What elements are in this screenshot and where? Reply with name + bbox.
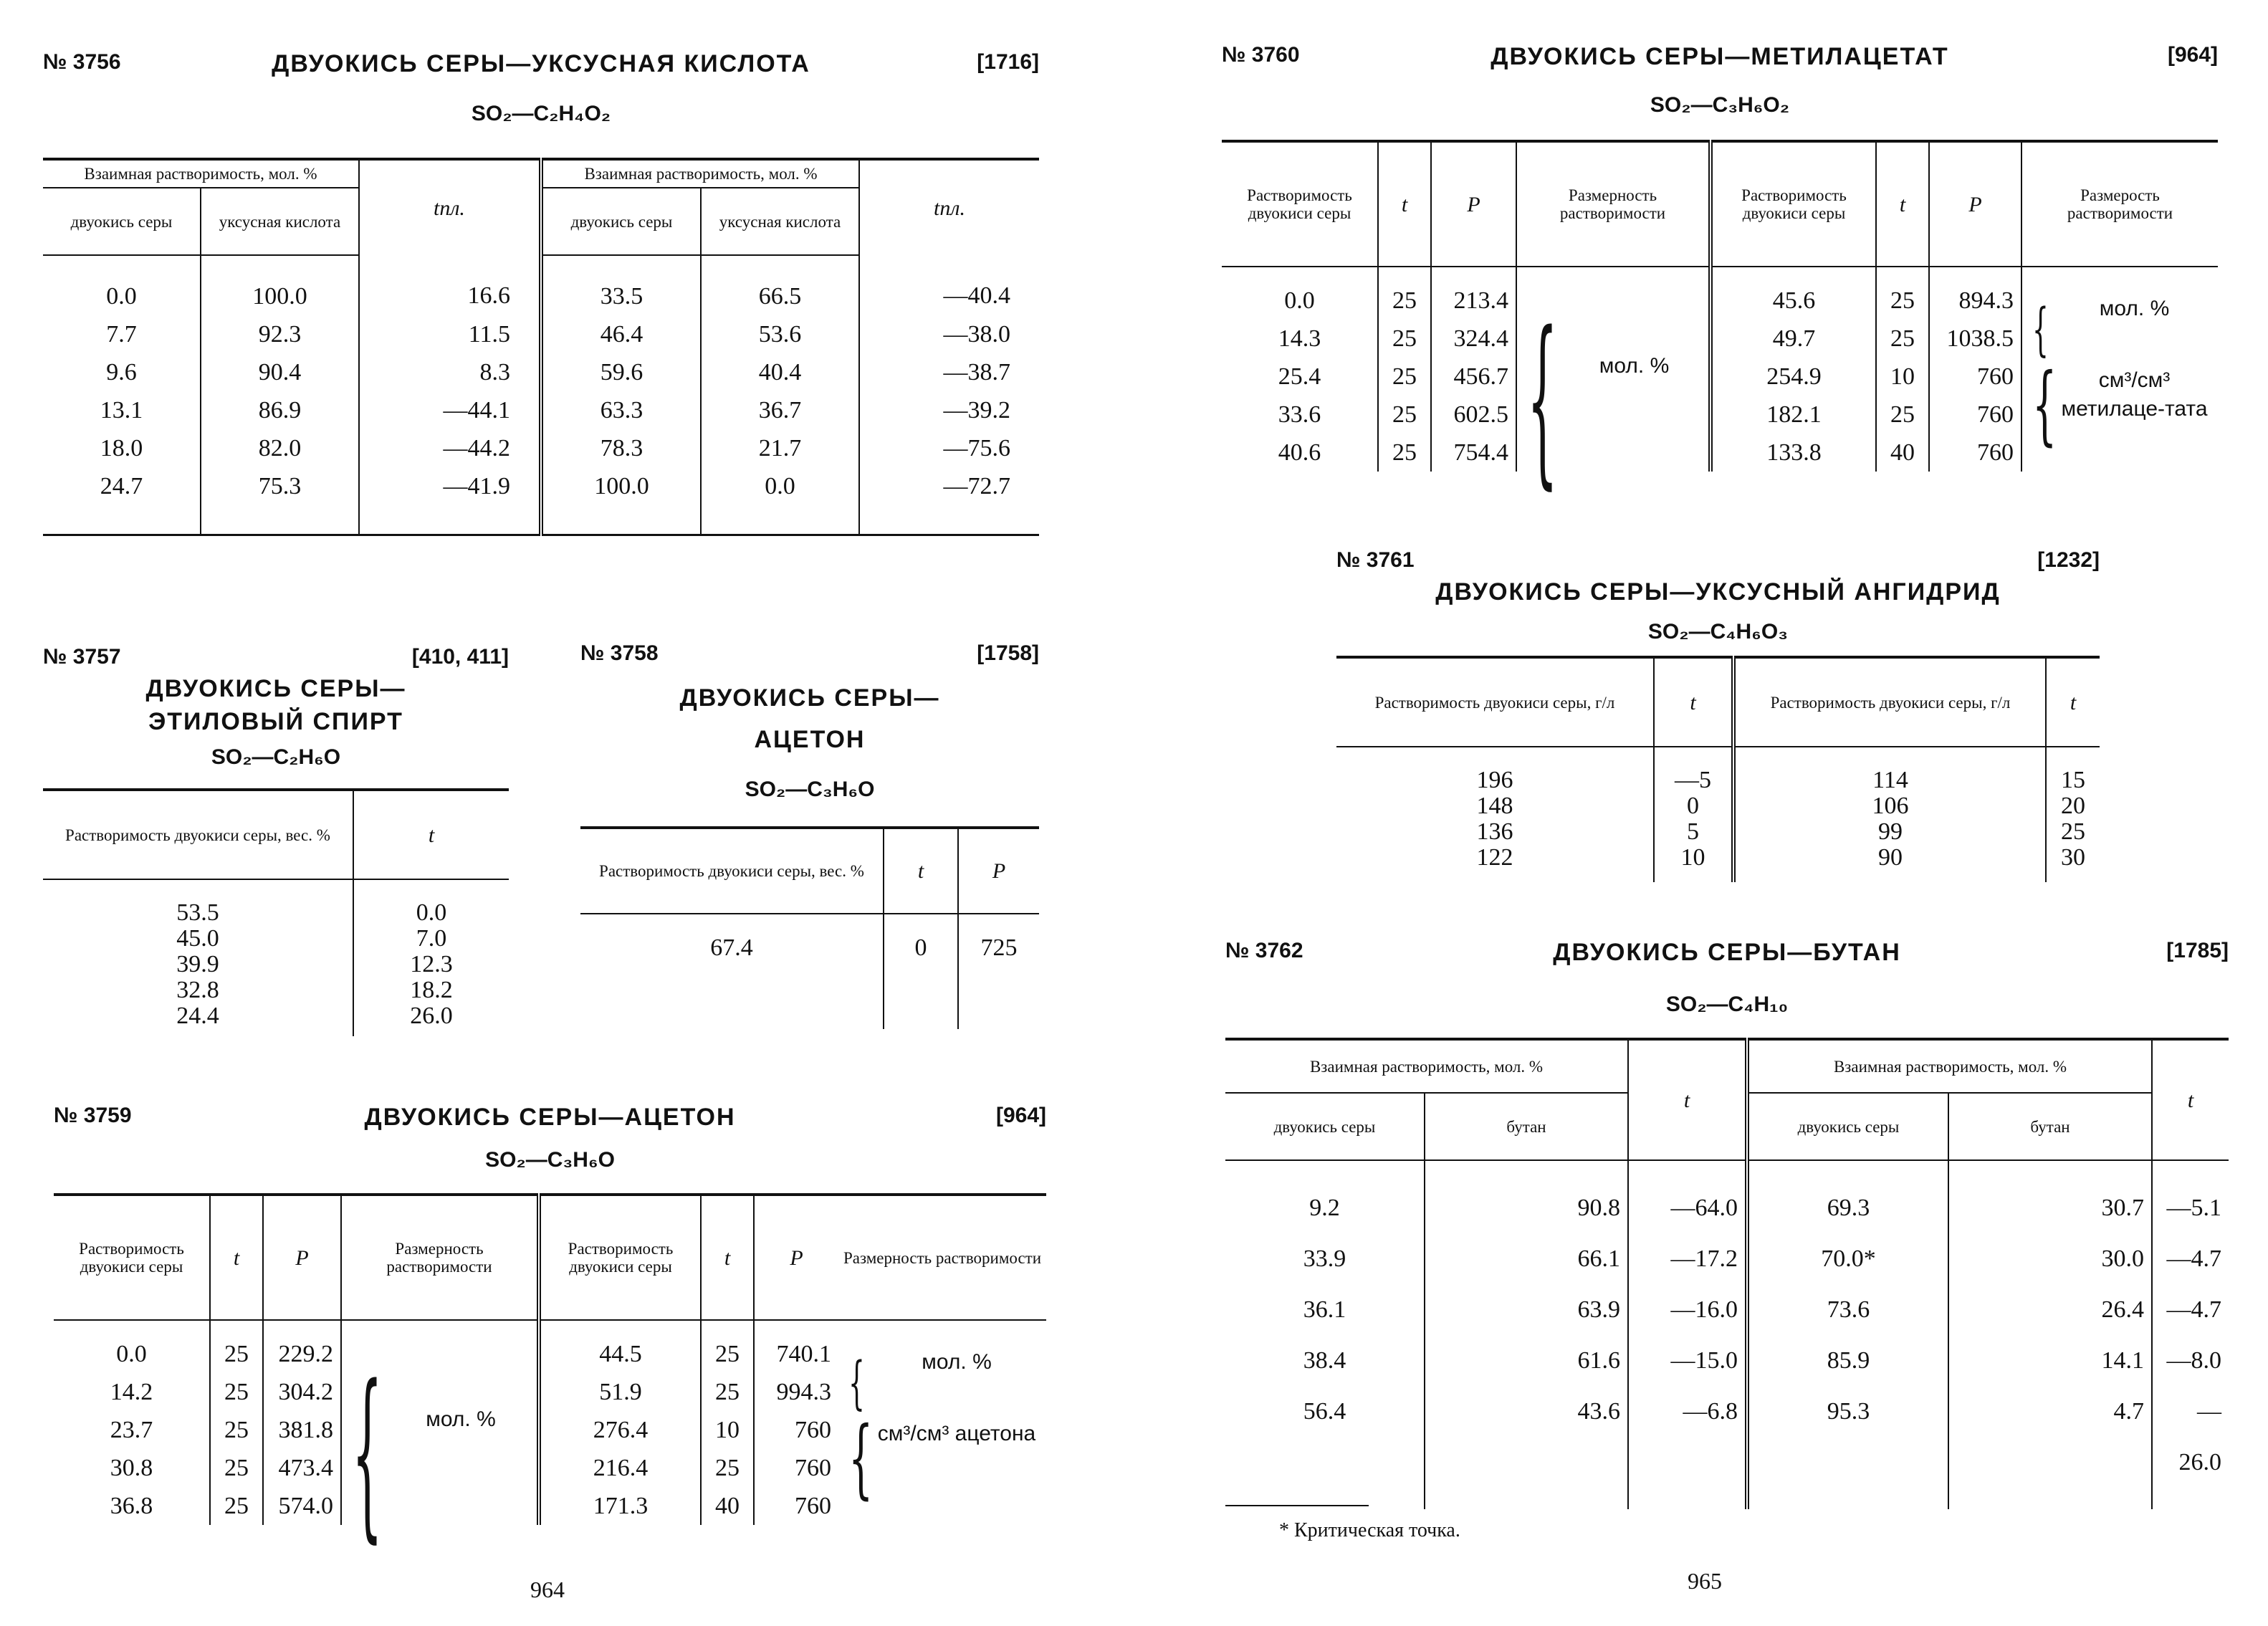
table-cell: —64.0: [1628, 1160, 1747, 1233]
table-3760-block: [1222, 43, 2218, 506]
cell-t: 25: [701, 1373, 754, 1411]
cell-solubility: 0.0: [116, 1341, 147, 1367]
page-right: [1161, 0, 2268, 1626]
col-header-t: tпл.: [859, 159, 1039, 255]
cell-p: 324.4: [1431, 320, 1516, 358]
col-header-solubility: Растворимость двуокиси серы: [1710, 141, 1876, 267]
unit-label: мол. %: [426, 1407, 496, 1431]
col-header-solubility: Растворимость двуокиси серы: [54, 1195, 210, 1320]
cell-p: 760: [1929, 434, 2021, 472]
unit-cell: [1516, 267, 1710, 506]
col-header-butane: бутан: [1948, 1093, 2152, 1160]
brace-icon: {: [2032, 355, 2057, 455]
table-3756-block: [43, 50, 1039, 566]
col-header-t: t: [1876, 141, 1929, 267]
table-row: [1225, 1233, 2229, 1284]
table-number: № 3759: [54, 1104, 132, 1127]
reference: [410, 411]: [411, 645, 509, 669]
cell-t: 25: [210, 1411, 263, 1449]
cell-value: 25: [2061, 818, 2085, 845]
page-number: 964: [530, 1577, 565, 1602]
table-cell: 36.1: [1303, 1296, 1346, 1323]
table-row: [54, 1320, 1046, 1373]
col-header-dimension: Размерность растворимости: [1516, 141, 1710, 267]
cell-value: 0.0: [416, 899, 447, 926]
table-cell: 59.6: [541, 353, 701, 391]
col-header-so2: двуокись серы: [1225, 1093, 1425, 1160]
table-cell: 11.5: [359, 315, 541, 353]
table-cell: 33.9: [1303, 1245, 1346, 1272]
cell-value: 106: [1872, 793, 1909, 819]
table-3761: [1336, 656, 2100, 882]
cell-solubility: 45.6: [1710, 267, 1876, 320]
table-cell: —44.2: [359, 429, 541, 467]
reference: [1716]: [977, 50, 1039, 74]
cell-t: 10: [701, 1411, 754, 1449]
table-cell: 70.0*: [1747, 1233, 1948, 1284]
table-3762: [1225, 1038, 2229, 1509]
formula: SO₂—C₃H₆O₂: [1650, 93, 1790, 117]
cell-p: 725: [958, 914, 1039, 1029]
table-cell: 18.0: [100, 435, 143, 462]
col-header-t: t: [210, 1195, 263, 1320]
formula: SO₂—C₃H₆O: [485, 1148, 615, 1172]
cell-p: 894.3: [1929, 267, 2021, 320]
brace-icon: {: [1527, 294, 1558, 506]
cell-solubility: 14.2: [110, 1379, 153, 1405]
col-t-values: [353, 879, 509, 1036]
table-cell: —5.1: [2152, 1160, 2229, 1233]
table-3757: [43, 788, 509, 1036]
cell-p: 473.4: [263, 1449, 341, 1487]
table-cell: 33.5: [541, 255, 701, 315]
col-header-p: P: [263, 1195, 341, 1320]
table-cell: —6.8: [1628, 1386, 1747, 1509]
cell-t: 25: [1876, 396, 1929, 434]
table-row: [43, 255, 1039, 315]
table-3759-block: [54, 1104, 1046, 1577]
col-header-p: P: [1929, 141, 2021, 267]
cell-p: 229.2: [263, 1320, 341, 1373]
table-cell: —15.0: [1628, 1335, 1747, 1386]
cell-solubility: 36.8: [110, 1493, 153, 1519]
table-cell: —38.7: [859, 353, 1039, 391]
table-cell: —4.7: [2152, 1284, 2229, 1335]
reference: [1232]: [2037, 548, 2100, 572]
brace-icon: {: [2032, 295, 2049, 363]
table-3761-block: [1336, 548, 2100, 907]
table-title-line2: ЭТИЛОВЫЙ СПИРТ: [148, 708, 403, 735]
cell-p: 574.0: [263, 1487, 341, 1525]
cell-t: 25: [1378, 358, 1431, 396]
table-row: [1222, 267, 2218, 320]
table-cell: 38.4: [1303, 1347, 1346, 1374]
cell-value: 90: [1878, 844, 1903, 871]
table-cell: 56.4: [1303, 1398, 1346, 1425]
table-cell: —40.4: [859, 255, 1039, 315]
table-number: № 3756: [43, 50, 121, 74]
col-header-acid: уксусная кислота: [201, 188, 359, 255]
table-title: ДВУОКИСЬ СЕРЫ—УКСУСНЫЙ АНГИДРИД: [1435, 578, 2001, 606]
table-cell: —4.7: [2152, 1233, 2229, 1284]
table-cell: —16.0: [1628, 1284, 1747, 1335]
cell-solubility: 25.4: [1278, 363, 1321, 390]
cell-t: 25: [1378, 434, 1431, 472]
cell-p: 994.3: [754, 1373, 838, 1411]
col-t-values: [2046, 747, 2100, 882]
col-header-so2: двуокись серы: [541, 188, 701, 255]
cell-value: 39.9: [176, 951, 219, 977]
cell-value: 148: [1476, 793, 1513, 819]
table-row: [1225, 1335, 2229, 1386]
cell-t: 10: [1876, 358, 1929, 396]
table-cell: 69.3: [1747, 1160, 1948, 1233]
cell-t: 25: [210, 1487, 263, 1525]
table-cell: 43.6: [1425, 1386, 1628, 1509]
cell-value: 5: [1687, 818, 1699, 845]
table-cell: 66.5: [701, 255, 859, 315]
cell-solubility: 133.8: [1710, 434, 1876, 472]
cell-t: 25: [1876, 267, 1929, 320]
cell-value: 0: [1687, 793, 1699, 819]
cell-solubility: 276.4: [539, 1411, 701, 1449]
footnote: * Критическая точка.: [1279, 1519, 1460, 1541]
cell-value: 26.0: [410, 1003, 453, 1029]
col-header-butane: бутан: [1425, 1093, 1628, 1160]
cell-solubility: 0.0: [1284, 287, 1315, 314]
cell-value: 99: [1878, 818, 1903, 845]
unit-wrap: [349, 1326, 530, 1559]
cell-p: 213.4: [1431, 267, 1516, 320]
cell-t: 25: [701, 1449, 754, 1487]
table-cell: 26.4: [1948, 1284, 2152, 1335]
cell-solubility: 30.8: [110, 1455, 153, 1481]
cell-value: 18.2: [410, 977, 453, 1003]
col-header-t: t: [884, 828, 958, 914]
col-header-t: t: [701, 1195, 754, 1320]
brace-icon: {: [848, 1349, 865, 1416]
cell-value: 114: [1872, 767, 1908, 793]
table-3757-block: [43, 645, 509, 1046]
cell-t: 40: [701, 1487, 754, 1525]
table-cell: 78.3: [541, 429, 701, 467]
cell-solubility: 14.3: [1278, 325, 1321, 352]
cell-solubility: 44.5: [539, 1320, 701, 1373]
table-cell: 13.1: [100, 397, 143, 424]
table-cell: 7.7: [106, 321, 137, 348]
cell-p: 381.8: [263, 1411, 341, 1449]
cell-t: 25: [1378, 320, 1431, 358]
cell-p: 602.5: [1431, 396, 1516, 434]
table-3758-block: [580, 641, 1039, 1043]
col-header-t: t: [2046, 657, 2100, 747]
unit-label: см³/см³ метилаце-тата: [2061, 368, 2208, 421]
cell-solubility: 171.3: [539, 1487, 701, 1525]
table-3762-block: [1225, 939, 2229, 1491]
table-cell: 9.2: [1309, 1195, 1340, 1221]
unit-label: мол. %: [1599, 353, 1670, 378]
table-cell: —38.0: [859, 315, 1039, 353]
cell-p: 1038.5: [1929, 320, 2021, 358]
table-cell: 9.6: [106, 359, 137, 386]
table-cell: —39.2: [859, 391, 1039, 429]
table-number: № 3760: [1222, 43, 1300, 67]
table-title: ДВУОКИСЬ СЕРЫ—АЦЕТОН: [364, 1104, 736, 1131]
unit-cell: [838, 1320, 1046, 1525]
col-t-values: [1654, 747, 1733, 882]
formula: SO₂—C₃H₆O: [745, 778, 875, 801]
col-header-acid: уксусная кислота: [701, 188, 859, 255]
table-row: [43, 391, 1039, 429]
cell-solubility: 67.4: [710, 934, 753, 961]
col-header-dimension: Размерность растворимости: [838, 1195, 1046, 1320]
table-cell: 46.4: [541, 315, 701, 353]
table-cell: 86.9: [201, 391, 359, 429]
table-cell: 8.3: [359, 353, 541, 391]
cell-p: 456.7: [1431, 358, 1516, 396]
cell-p: 760: [1929, 396, 2021, 434]
table-cell: 0.0: [701, 467, 859, 535]
col-header-p: P: [958, 828, 1039, 914]
col-header-t: t: [1628, 1039, 1747, 1160]
col-header-solubility: Растворимость двуокиси серы, г/л: [1336, 657, 1654, 747]
cell-value: 12.3: [410, 951, 453, 977]
formula: SO₂—C₄H₆O₃: [1647, 620, 1789, 644]
reference: [964]: [2167, 43, 2218, 67]
table-cell: 63.9: [1425, 1284, 1628, 1335]
cell-t: 25: [210, 1373, 263, 1411]
table-title-line1: ДВУОКИСЬ СЕРЫ—: [145, 675, 406, 702]
cell-p: 740.1: [754, 1320, 838, 1373]
table-cell: 40.4: [701, 353, 859, 391]
cell-p: 760: [754, 1449, 838, 1487]
col-header-solubility: Растворимость двуокиси серы, вес. %: [580, 828, 884, 914]
cell-value: 136: [1476, 818, 1513, 845]
cell-p: 304.2: [263, 1373, 341, 1411]
table-cell: 100.0: [541, 467, 701, 535]
cell-solubility: 23.7: [110, 1417, 153, 1443]
unit-wrap: [846, 1326, 1039, 1520]
formula: SO₂—C₂H₄O₂: [471, 102, 611, 125]
cell-solubility: 40.6: [1278, 439, 1321, 466]
table-number: № 3757: [43, 645, 121, 669]
cell-value: —5: [1675, 767, 1711, 793]
brace-icon: {: [848, 1408, 874, 1508]
unit-wrap: [2029, 273, 2211, 467]
cell-value: 45.0: [176, 925, 219, 952]
table-cell: 90.8: [1425, 1160, 1628, 1233]
col-header-p: P: [754, 1195, 838, 1320]
cell-t: 25: [210, 1320, 263, 1373]
table-cell: 92.3: [201, 315, 359, 353]
col-header-so2: двуокись серы: [1747, 1093, 1948, 1160]
table-cell: —72.7: [859, 467, 1039, 535]
table-title: ДВУОКИСЬ СЕРЫ—БУТАН: [1553, 939, 1901, 966]
cell-value: 32.8: [176, 977, 219, 1003]
cell-value: 10: [1680, 844, 1705, 871]
table-cell: 61.6: [1425, 1335, 1628, 1386]
cell-solubility: 49.7: [1710, 320, 1876, 358]
cell-value: 30: [2061, 844, 2085, 871]
col-solubility-values: [1336, 747, 1654, 882]
cell-value: 53.5: [176, 899, 219, 926]
table-cell: —26.0: [2152, 1386, 2229, 1509]
col-solubility-values: [43, 879, 353, 1036]
col-header-solubility: Растворимость двуокиси серы: [1222, 141, 1378, 267]
col-header-t: tпл.: [359, 159, 541, 255]
cell-value: 24.4: [176, 1003, 219, 1029]
table-cell: 21.7: [701, 429, 859, 467]
cell-t: 25: [701, 1320, 754, 1373]
table-title-line2: АЦЕТОН: [754, 726, 866, 753]
cell-solubility: 51.9: [539, 1373, 701, 1411]
table-title: ДВУОКИСЬ СЕРЫ—УКСУСНАЯ КИСЛОТА: [272, 50, 810, 77]
col-header-solubility: Растворимость двуокиси серы: [539, 1195, 701, 1320]
table-cell: 36.7: [701, 391, 859, 429]
col-group-header: Взаимная растворимость, мол. %: [541, 159, 859, 188]
table-number: № 3761: [1336, 548, 1415, 572]
table-row: [43, 429, 1039, 467]
table-cell: 16.6: [359, 255, 541, 315]
table-cell: 4.7: [1948, 1386, 2152, 1509]
unit-cell: [2021, 267, 2218, 472]
table-row: [43, 315, 1039, 353]
table-cell: 24.7: [100, 473, 143, 499]
cell-value: 20: [2061, 793, 2085, 819]
table-cell: 85.9: [1747, 1335, 1948, 1386]
col-header-so2: двуокись серы: [43, 188, 201, 255]
table-row: [1225, 1284, 2229, 1335]
table-3756: [43, 158, 1039, 536]
cell-t: 0: [884, 914, 958, 1029]
cell-t: 25: [1378, 396, 1431, 434]
unit-label: мол. %: [2099, 296, 2170, 320]
cell-solubility: 33.6: [1278, 401, 1321, 428]
table-row: [43, 467, 1039, 535]
cell-t: 40: [1876, 434, 1929, 472]
unit-cell: [341, 1320, 539, 1559]
unit-label: см³/см³ ацетона: [877, 1421, 1036, 1445]
cell-value: 7.0: [416, 925, 447, 952]
cell-solubility: 182.1: [1710, 396, 1876, 434]
cell-p: 760: [754, 1487, 838, 1525]
col-group-header: Взаимная растворимость, мол. %: [1225, 1039, 1628, 1093]
col-header-solubility: Растворимость двуокиси серы, г/л: [1733, 657, 2046, 747]
formula: SO₂—C₄H₁₀: [1665, 993, 1789, 1016]
unit-wrap: [1524, 273, 1701, 506]
cell-value: 196: [1476, 767, 1513, 793]
table-3758: [580, 826, 1039, 1029]
table-cell: 100.0: [201, 255, 359, 315]
table-cell: 66.1: [1425, 1233, 1628, 1284]
col-header-dimension: Размерость растворимости: [2021, 141, 2218, 267]
table-cell: 14.1: [1948, 1335, 2152, 1386]
col-header-t: t: [1378, 141, 1431, 267]
table-cell: 90.4: [201, 353, 359, 391]
cell-t: 25: [1876, 320, 1929, 358]
table-title-line1: ДВУОКИСЬ СЕРЫ—: [679, 684, 940, 712]
page-number: 965: [1688, 1568, 1722, 1594]
table-cell: —75.6: [859, 429, 1039, 467]
cell-solubility: 254.9: [1710, 358, 1876, 396]
reference: [1785]: [2166, 939, 2229, 962]
table-cell: 63.3: [541, 391, 701, 429]
cell-t: 25: [1378, 267, 1431, 320]
table-cell: 30.0: [1948, 1233, 2152, 1284]
table-row: [1225, 1160, 2229, 1233]
table-cell: —17.2: [1628, 1233, 1747, 1284]
table-cell: —44.1: [359, 391, 541, 429]
cell-t: 25: [210, 1449, 263, 1487]
table-cell: 53.6: [701, 315, 859, 353]
unit-label: мол. %: [922, 1349, 992, 1374]
formula: SO₂—C₂H₆O: [211, 745, 341, 769]
table-3759: [54, 1193, 1046, 1559]
table-cell: 30.7: [1948, 1160, 2152, 1233]
col-header-p: P: [1431, 141, 1516, 267]
cell-value: 122: [1476, 844, 1513, 871]
table-cell: 73.6: [1747, 1284, 1948, 1335]
table-row: [43, 353, 1039, 391]
table-3760: [1222, 140, 2218, 506]
table-number: № 3758: [580, 641, 659, 665]
col-group-header: Взаимная растворимость, мол. %: [43, 159, 359, 188]
page-left: [0, 0, 1118, 1626]
table-number: № 3762: [1225, 939, 1303, 962]
table-cell: 75.3: [201, 467, 359, 535]
cell-solubility: 216.4: [539, 1449, 701, 1487]
table-cell: —41.9: [359, 467, 541, 535]
cell-p: 760: [1929, 358, 2021, 396]
table-cell: 0.0: [106, 283, 137, 310]
table-title: ДВУОКИСЬ СЕРЫ—МЕТИЛАЦЕТАТ: [1491, 43, 1949, 70]
col-header-solubility: Растворимость двуокиси серы, вес. %: [43, 790, 353, 879]
col-solubility-values: [1733, 747, 2046, 882]
col-header-t: t: [2152, 1039, 2229, 1160]
cell-p: 760: [754, 1411, 838, 1449]
col-group-header: Взаимная растворимость, мол. %: [1747, 1039, 2152, 1093]
brace-icon: {: [352, 1347, 383, 1559]
cell-p: 754.4: [1431, 434, 1516, 472]
reference: [1758]: [977, 641, 1039, 665]
col-header-dimension: Размерность растворимости: [341, 1195, 539, 1320]
table-row: [1225, 1386, 2229, 1509]
table-cell: 82.0: [201, 429, 359, 467]
cell-value: 15: [2061, 767, 2085, 793]
table-cell: —8.0: [2152, 1335, 2229, 1386]
reference: [964]: [995, 1104, 1046, 1127]
table-cell: 95.3: [1747, 1386, 1948, 1509]
col-header-t: t: [353, 790, 509, 879]
col-header-t: t: [1654, 657, 1733, 747]
footnote-rule: [1225, 1505, 1369, 1506]
